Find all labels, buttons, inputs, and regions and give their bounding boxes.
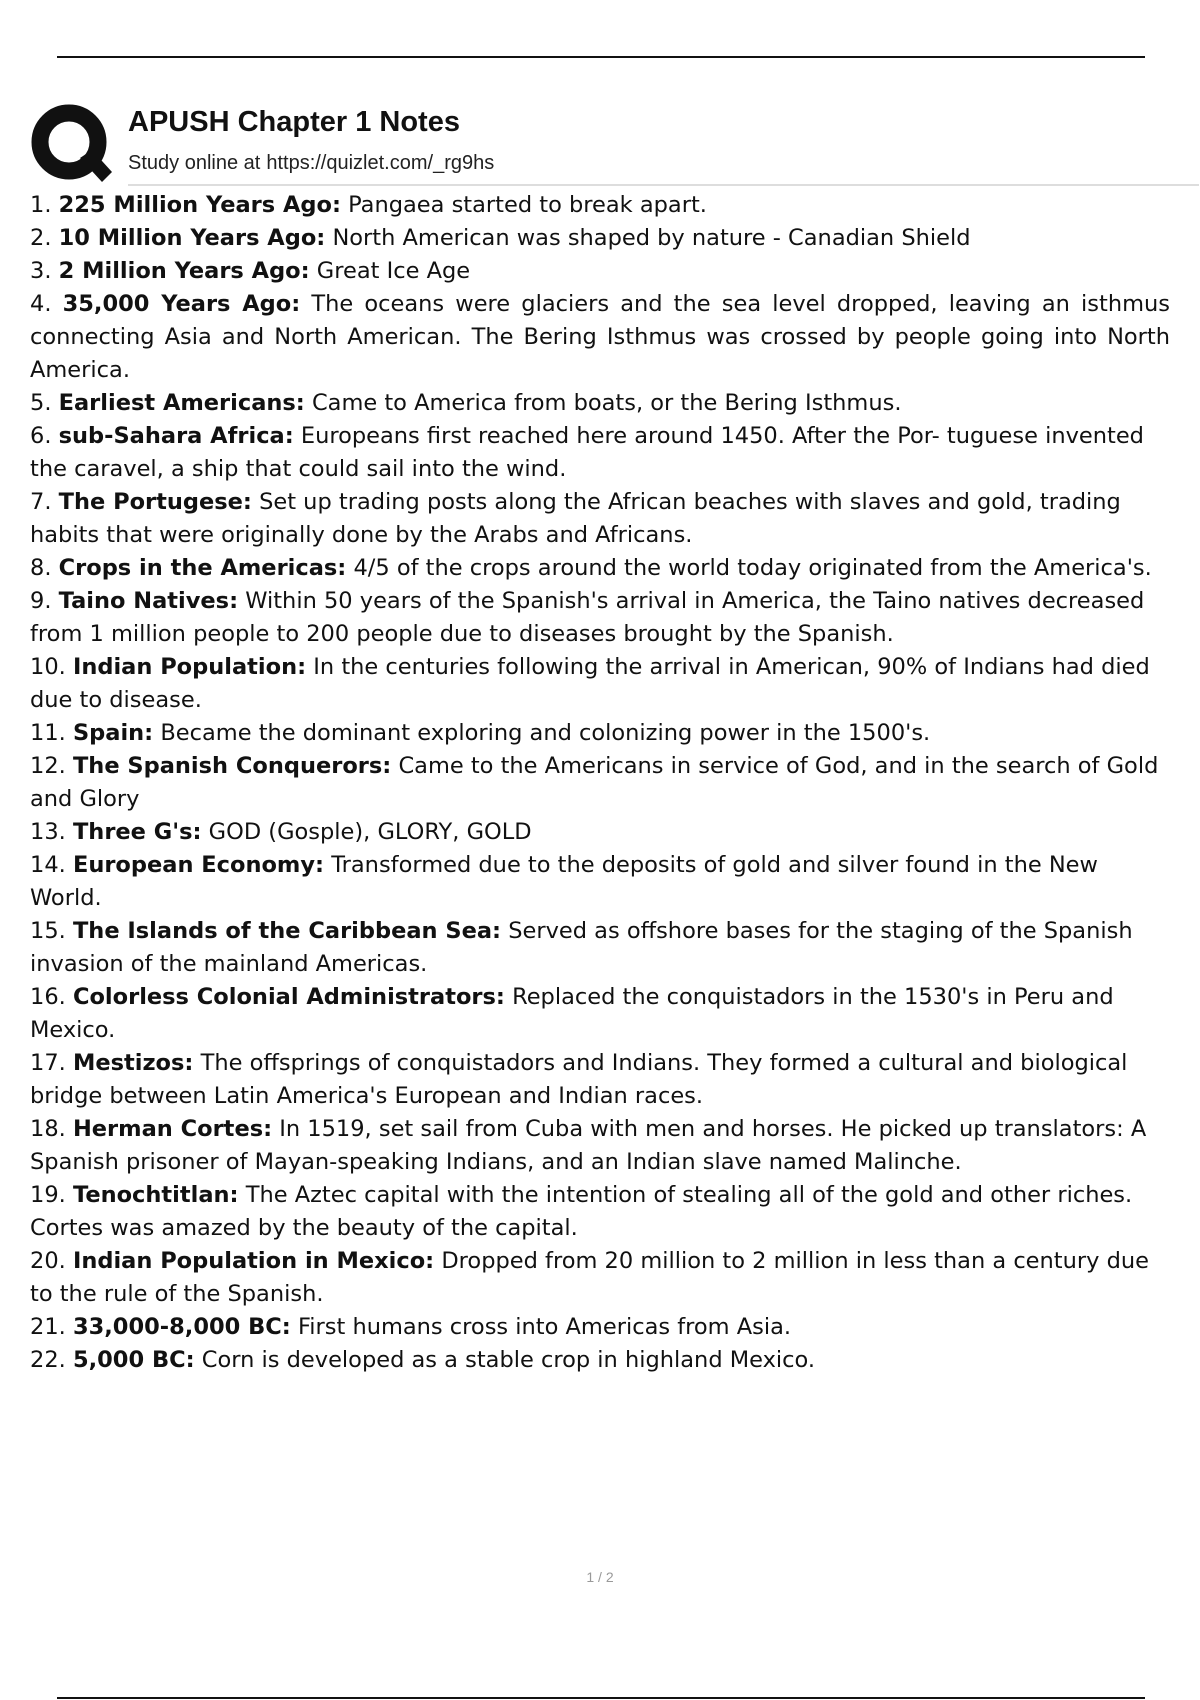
study-online-line: [128, 152, 494, 175]
note-item: [30, 552, 1170, 585]
note-item: [30, 255, 1170, 288]
note-item: [30, 387, 1170, 420]
note-text: Replaced the conquistadors in the 1530's in Peru and Mexico.: [30, 984, 1114, 1043]
note-number: 17.: [30, 1050, 66, 1076]
note-term: 33,000-8,000 BC:: [72, 1314, 291, 1340]
note-item: [30, 1179, 1170, 1245]
note-number: 7.: [30, 489, 52, 515]
quizlet-q-icon: [30, 102, 112, 184]
note-text: Came to the Americans in service of God, and in the search of Gold and Glory: [30, 753, 1159, 812]
study-online-url[interactable]: https://quizlet.com/_rg9hs: [266, 152, 495, 174]
note-text: Corn is developed as a stable crop in highland Mexico.: [201, 1347, 816, 1373]
note-term: 5,000 BC:: [72, 1347, 195, 1373]
study-online-prefix: Study online at: [128, 152, 261, 174]
note-term: The Islands of the Caribbean Sea:: [72, 918, 502, 944]
note-text: Transformed due to the deposits of gold and silver found in the New World.: [30, 852, 1098, 911]
note-item: [30, 1047, 1170, 1113]
note-item: [30, 222, 1170, 255]
note-text: Served as offshore bases for the staging of the Spanish invasion of the mainland Americas.: [30, 918, 1133, 977]
note-number: 21.: [30, 1314, 66, 1340]
note-text: GOD (Gosple), GLORY, GOLD: [208, 819, 532, 845]
note-text: In the centuries following the arrival in American, 90% of Indians had died due to disease.: [30, 654, 1150, 713]
note-term: sub-Sahara Africa:: [58, 423, 294, 449]
note-item: [30, 486, 1170, 552]
note-item: [30, 1344, 1170, 1377]
note-term: 2 Million Years Ago:: [58, 258, 310, 284]
note-term: The Spanish Conquerors:: [72, 753, 392, 779]
notes-list: [30, 189, 1170, 1377]
note-term: European Economy:: [72, 852, 325, 878]
note-term: Spain:: [72, 720, 154, 746]
note-term: Mestizos:: [72, 1050, 194, 1076]
page-title: APUSH Chapter 1 Notes: [128, 106, 460, 138]
note-term: Tenochtitlan:: [72, 1182, 239, 1208]
note-text: Dropped from 20 million to 2 million in less than a century due to the rule of the Spanish.: [30, 1248, 1149, 1307]
note-text: North American was shaped by nature - Canadian Shield: [332, 225, 971, 251]
note-term: Earliest Americans:: [58, 390, 305, 416]
note-item: [30, 288, 1170, 387]
page-number: 1 / 2: [586, 1569, 614, 1585]
note-item: [30, 981, 1170, 1047]
note-item: [30, 849, 1170, 915]
note-item: [30, 1311, 1170, 1344]
note-number: 14.: [30, 852, 66, 878]
bottom-rule: [57, 1697, 1145, 1699]
note-number: 12.: [30, 753, 66, 779]
note-text: Within 50 years of the Spanish's arrival in America, the Taino natives decreased from 1 million people to 200 people due to diseases brought by the Spanish.: [30, 588, 1145, 647]
note-item: [30, 1113, 1170, 1179]
note-term: 35,000 Years Ago:: [62, 291, 301, 317]
note-number: 8.: [30, 555, 52, 581]
note-item: [30, 1245, 1170, 1311]
note-item: [30, 585, 1170, 651]
note-number: 10.: [30, 654, 66, 680]
note-number: 19.: [30, 1182, 66, 1208]
note-number: 6.: [30, 423, 52, 449]
note-term: Three G's:: [72, 819, 202, 845]
note-number: 2.: [30, 225, 52, 251]
note-number: 9.: [30, 588, 52, 614]
note-item: [30, 420, 1170, 486]
note-term: The Portugese:: [58, 489, 252, 515]
note-term: 225 Million Years Ago:: [58, 192, 341, 218]
note-term: Crops in the Americas:: [58, 555, 347, 581]
note-term: 10 Million Years Ago:: [58, 225, 326, 251]
note-number: 22.: [30, 1347, 66, 1373]
note-item: [30, 750, 1170, 816]
note-text: Came to America from boats, or the Bering Isthmus.: [311, 390, 902, 416]
note-number: 18.: [30, 1116, 66, 1142]
note-term: Taino Natives:: [58, 588, 239, 614]
note-text: Set up trading posts along the African beaches with slaves and gold, trading habits that were originally done by the Arabs and Africans.: [30, 489, 1121, 548]
note-text: The oceans were glaciers and the sea level dropped, leaving an isthmus connecting Asia and North American. The Bering Isthmus was crossed by people going into North America.: [30, 291, 1170, 383]
note-item: [30, 915, 1170, 981]
note-number: 1.: [30, 192, 52, 218]
header-divider: [128, 184, 1199, 186]
page-header: [30, 100, 1170, 186]
note-item: [30, 651, 1170, 717]
top-rule: [57, 56, 1145, 58]
note-item: [30, 816, 1170, 849]
note-text: The Aztec capital with the intention of stealing all of the gold and other riches. Cortes was amazed by the beauty of the capital.: [30, 1182, 1133, 1241]
note-number: 13.: [30, 819, 66, 845]
note-term: Indian Population in Mexico:: [72, 1248, 435, 1274]
note-term: Indian Population:: [72, 654, 307, 680]
note-text: Became the dominant exploring and colonizing power in the 1500's.: [160, 720, 931, 746]
note-text: In 1519, set sail from Cuba with men and horses. He picked up translators: A Spanish prisoner of Mayan-speaking Indians, and an Indian slave named Malinche.: [30, 1116, 1147, 1175]
note-text: First humans cross into Americas from Asia.: [297, 1314, 792, 1340]
note-number: 11.: [30, 720, 66, 746]
note-number: 16.: [30, 984, 66, 1010]
note-number: 20.: [30, 1248, 66, 1274]
note-term: Colorless Colonial Administrators:: [72, 984, 505, 1010]
note-item: [30, 717, 1170, 750]
note-number: 3.: [30, 258, 52, 284]
note-text: Europeans first reached here around 1450. After the Por- tuguese invented the caravel, a ship that could sail into the wind.: [30, 423, 1144, 482]
note-number: 15.: [30, 918, 66, 944]
note-item: [30, 189, 1170, 222]
note-number: 4.: [30, 291, 52, 317]
note-text: The offsprings of conquistadors and Indians. They formed a cultural and biological bridge between Latin America's European and Indian races.: [30, 1050, 1128, 1109]
note-text: Great Ice Age: [316, 258, 471, 284]
note-number: 5.: [30, 390, 52, 416]
note-term: Herman Cortes:: [72, 1116, 273, 1142]
note-text: Pangaea started to break apart.: [348, 192, 707, 218]
note-text: 4/5 of the crops around the world today originated from the America's.: [353, 555, 1152, 581]
